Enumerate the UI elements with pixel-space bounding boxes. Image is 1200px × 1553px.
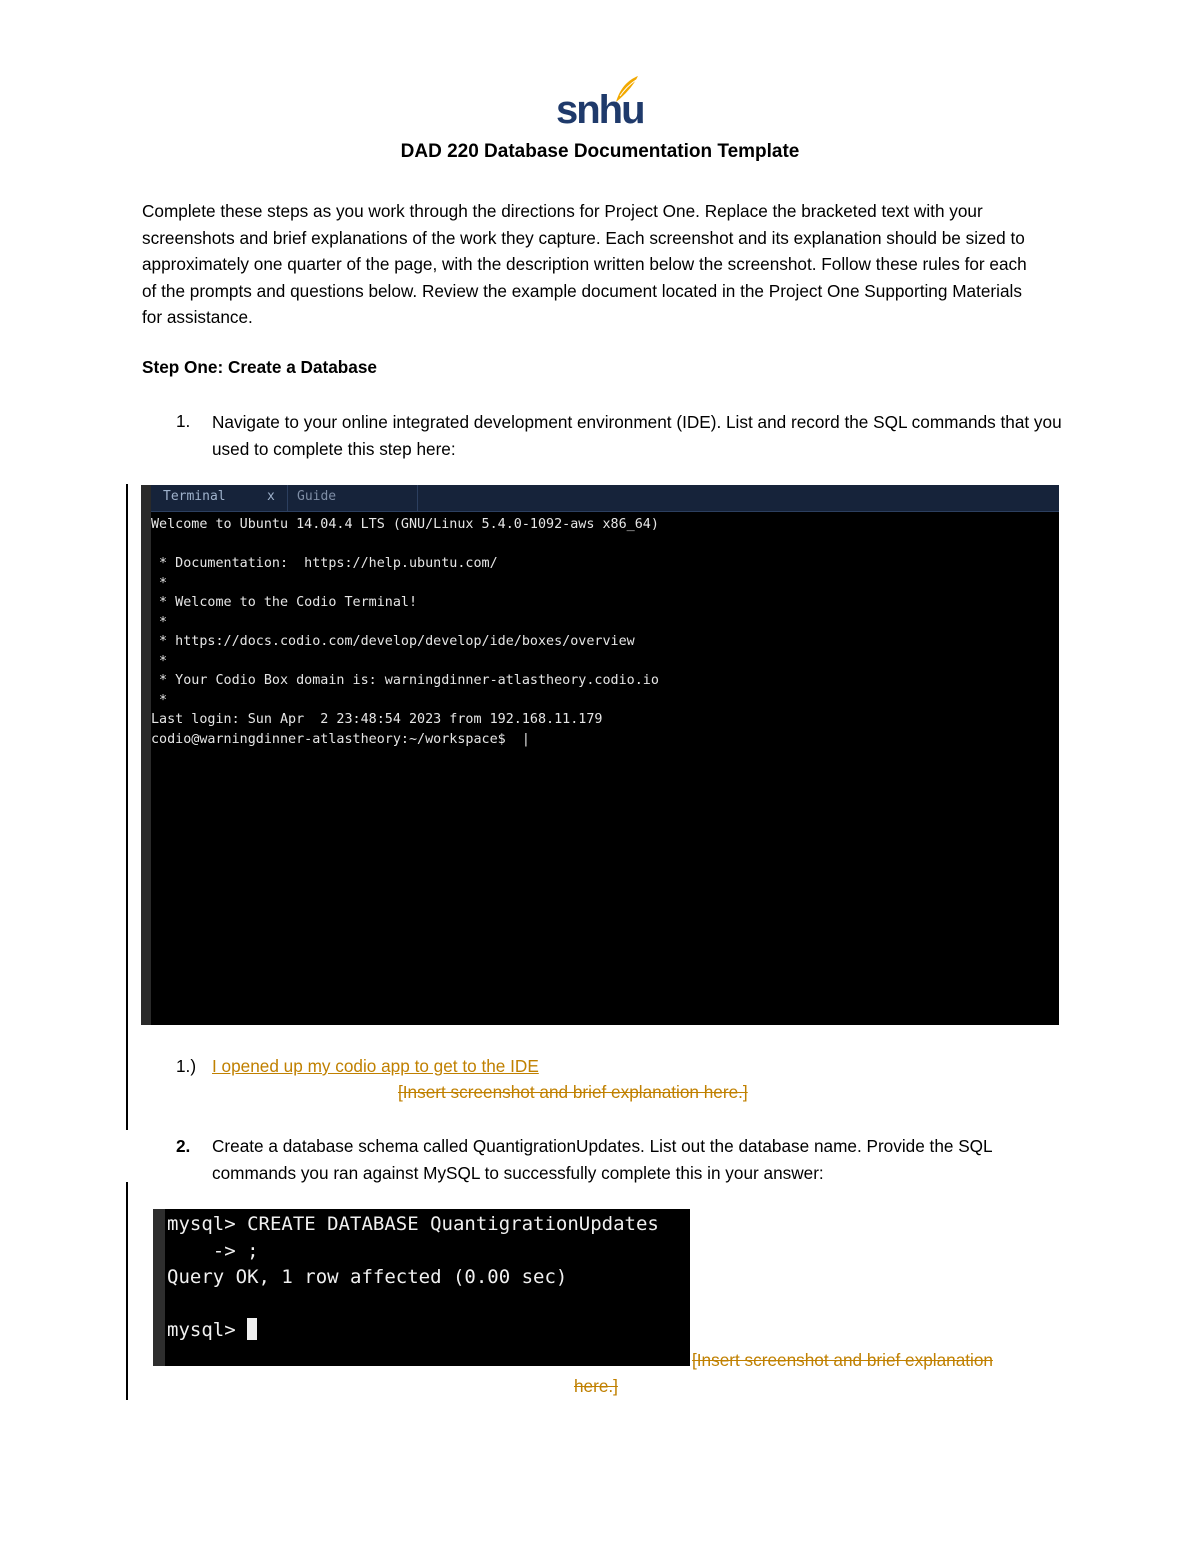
change-bar	[126, 484, 128, 1130]
placeholder-2a: [Insert screenshot and brief explanation	[692, 1350, 993, 1370]
terminal-line: * Your Codio Box domain is: warningdinner-atlastheory.codio.io	[151, 673, 659, 688]
tab-terminal[interactable]: Terminal	[163, 489, 226, 504]
answer-1-number: 1.)	[176, 1056, 197, 1076]
mysql-output	[165, 1209, 690, 1344]
snhu-logo	[556, 74, 644, 132]
terminal-line: *	[151, 692, 168, 708]
mysql-line: mysql> CREATE DATABASE QuantigrationUpdates	[167, 1213, 659, 1235]
item-1-text: Navigate to your online integrated development environment (IDE). List and record the SQL commands that you used to complete this step here:	[212, 412, 1062, 459]
terminal-line: *	[151, 575, 168, 591]
document-title: DAD 220 Database Documentation Template	[400, 141, 800, 162]
terminal-screenshot	[141, 485, 1059, 1025]
item-1-number: 1.	[176, 411, 191, 431]
step-one-heading: Step One: Create a Database	[142, 357, 377, 377]
terminal-line: * https://docs.codio.com/develop/develop/ide/boxes/overview	[151, 634, 635, 649]
terminal-line: * Welcome to the Codio Terminal!	[151, 595, 418, 610]
intro-paragraph: Complete these steps as you work through the directions for Project One. Replace the bracketed text with your screenshots and brief explanations of the work they capture. Each screenshot and its explanation should be sized to approximately one quarter of the page, with the description written below the screenshot. Follow these rules for each of the prompts and questions below. Review the example document located in the Project One Supporting Materials for assistance.	[142, 201, 1027, 327]
placeholder-1: [Insert screenshot and brief explanation here.]	[398, 1082, 748, 1102]
close-icon[interactable]: x	[267, 489, 275, 504]
placeholder-2b: here.]	[574, 1376, 618, 1396]
mysql-line: -> ;	[167, 1239, 259, 1262]
terminal-line: Welcome to Ubuntu 14.04.4 LTS (GNU/Linux 5.4.0-1092-aws x86_64)	[151, 517, 659, 532]
terminal-output	[151, 512, 1059, 749]
terminal-line: *	[151, 614, 168, 630]
logo-text: snhu	[556, 88, 644, 132]
terminal-prompt: codio@warningdinner-atlastheory:~/workspace$ |	[151, 731, 530, 747]
item-2-text: Create a database schema called QuantigrationUpdates. List out the database name. Provide the SQL commands you ran against MySQL to successfully complete this in your answer:	[212, 1136, 992, 1183]
cursor	[247, 1318, 257, 1340]
item-2-number: 2.	[176, 1136, 191, 1156]
mysql-prompt: mysql>	[167, 1319, 248, 1341]
terminal-line: Last login: Sun Apr 2 23:48:54 2023 from 192.168.11.179	[151, 712, 603, 727]
mysql-line: Query OK, 1 row affected (0.00 sec)	[167, 1266, 568, 1288]
mysql-screenshot	[153, 1209, 690, 1366]
terminal-line: * Documentation: https://help.ubuntu.com/	[151, 556, 498, 571]
change-bar	[126, 1182, 128, 1400]
tab-guide[interactable]: Guide	[297, 489, 337, 504]
answer-1-text: I opened up my codio app to get to the IDE	[212, 1056, 539, 1076]
terminal-tab-bar	[151, 485, 1059, 512]
terminal-line: *	[151, 653, 168, 669]
